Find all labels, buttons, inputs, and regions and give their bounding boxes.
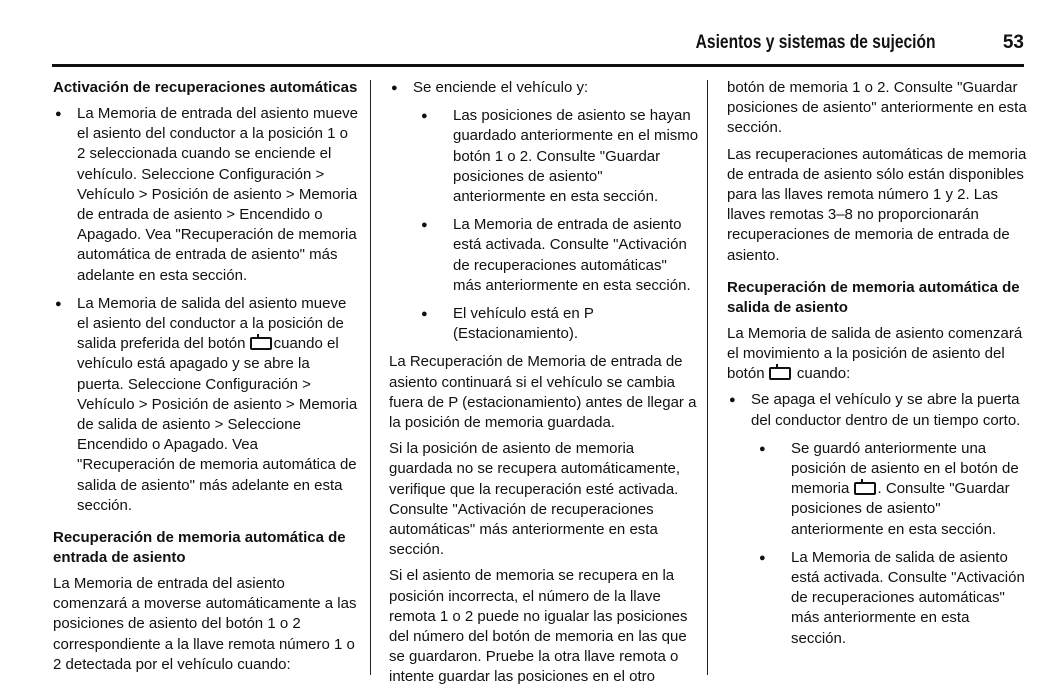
sub-list-item — [751, 548, 1027, 649]
column-divider — [707, 80, 708, 675]
sub-list-item-text: La Memoria de salida de asiento está activada. Consulte "Activación de recuperaciones automáticas" más anteriormente en esta sección. — [791, 548, 1025, 647]
exit-memory-button-icon — [769, 367, 791, 380]
sub-list-item-text: El vehículo está en P (Estacionamiento). — [453, 305, 594, 343]
list-item-text: La Memoria de salida del asiento mueve el asiento del conductor a la posición de salida preferida del botón — [77, 294, 347, 353]
list-item-text: cuando el vehículo está apagado y se abre la puerta. Seleccione Configuración > Vehículo > Posición de asiento > Memoria de salida de asiento > Seleccione Encendido o Apagado. Vea "Recuperación de memoria automática de salida de asiento" más adelante en esta sección. — [77, 335, 358, 514]
sub-list-item-text: . Consulte "Guardar posiciones de asiento" anteriormente en esta sección. — [791, 480, 1010, 538]
sub-list — [751, 439, 1027, 649]
column-left — [53, 78, 358, 681]
list-item-text: Se apaga el vehículo y se abre la puerta del conductor dentro de un tiempo corto. — [751, 391, 1021, 429]
list-item — [727, 390, 1027, 648]
column-divider — [370, 80, 371, 675]
list-item — [53, 104, 358, 286]
sub-list-item — [413, 215, 699, 296]
list-item-text: Se enciende el vehículo y: — [413, 79, 589, 96]
column-right — [727, 78, 1027, 657]
section-title: Asientos y sistemas de sujeción — [696, 32, 936, 53]
heading-entry-memory-recall: Recuperación de memoria automática de entrada de asiento — [53, 529, 346, 567]
bullet-list — [727, 390, 1027, 648]
sub-list-item-text: Las posiciones de asiento se hayan guardado anteriormente en el mismo botón 1 o 2. Consulte "Guardar posiciones de asiento" anteriormente en esta sección. — [453, 107, 699, 206]
paragraph — [727, 324, 1027, 385]
paragraph: La Recuperación de Memoria de entrada de asiento continuará si el vehículo se cambia fuera de P (estacionamiento) antes de llegar a la posición de memoria guardada. — [389, 353, 697, 432]
paragraph: botón de memoria 1 o 2. Consulte "Guardar posiciones de asiento" anteriormente en esta sección. — [727, 79, 1027, 137]
paragraph-text: La Memoria de salida de asiento comenzará el movimiento a la posición de asiento del botón — [727, 324, 1023, 383]
column-middle — [389, 78, 699, 694]
list-item — [53, 294, 358, 516]
paragraph: Si la posición de asiento de memoria guardada no se recupera automáticamente, verifique que la recuperación esté activada. Consulte "Activación de recuperaciones automáticas" más anteriormente en esta sección. — [389, 440, 681, 559]
bullet-list — [389, 78, 699, 344]
sub-list-item — [413, 106, 699, 207]
paragraph: Las recuperaciones automáticas de memoria de entrada de asiento sólo están disponibles para las llaves remota número 1 y 2. Las llaves remotas 3–8 no proporcionarán recuperaciones de memoria de entrada de asiento. — [727, 145, 1027, 264]
paragraph: Si el asiento de memoria se recupera en la posición incorrecta, el número de la llave remota 1 o 2 puede no igualar las posiciones del número del botón de memoria en las que se guardaron. Pruebe la otra llave remota o intente guardar las posiciones en el otro — [389, 567, 688, 686]
exit-memory-button-icon — [854, 482, 876, 495]
bullet-list — [53, 104, 358, 516]
list-item — [389, 78, 699, 344]
page-header — [52, 30, 1024, 67]
sub-list-item-text: Se guardó anteriormente una posición de asiento en el botón de memoria — [791, 439, 1019, 498]
exit-memory-button-icon — [250, 337, 272, 350]
sub-list-item — [751, 439, 1027, 540]
paragraph: La Memoria de entrada del asiento comenzará a moverse automáticamente a las posiciones de asiento del botón 1 o 2 correspondiente a la llave remota número 1 o 2 detectada por el vehículo cuando: — [53, 575, 357, 673]
paragraph-text: cuando: — [796, 365, 851, 383]
list-item-text: La Memoria de entrada del asiento mueve el asiento del conductor a la posición 1 o 2 seleccionada cuando se enciende el vehículo. Seleccione Configuración > Vehículo > Posición de asiento > Memoria de entrada de asiento > Encendido o Apagado. Vea "Recuperación de memoria automática de entrada de asiento" más adelante en esta sección. — [77, 105, 359, 284]
sub-list — [413, 106, 699, 344]
page-number: 53 — [1002, 32, 1024, 53]
sub-list-item — [413, 304, 699, 344]
sub-list-item-text: La Memoria de entrada de asiento está activada. Consulte "Activación de recuperaciones automáticas" más anteriormente en esta sección. — [453, 216, 691, 294]
heading-auto-recall-activation: Activación de recuperaciones automáticas — [53, 79, 358, 96]
heading-exit-memory-recall: Recuperación de memoria automática de salida de asiento — [727, 278, 1020, 316]
